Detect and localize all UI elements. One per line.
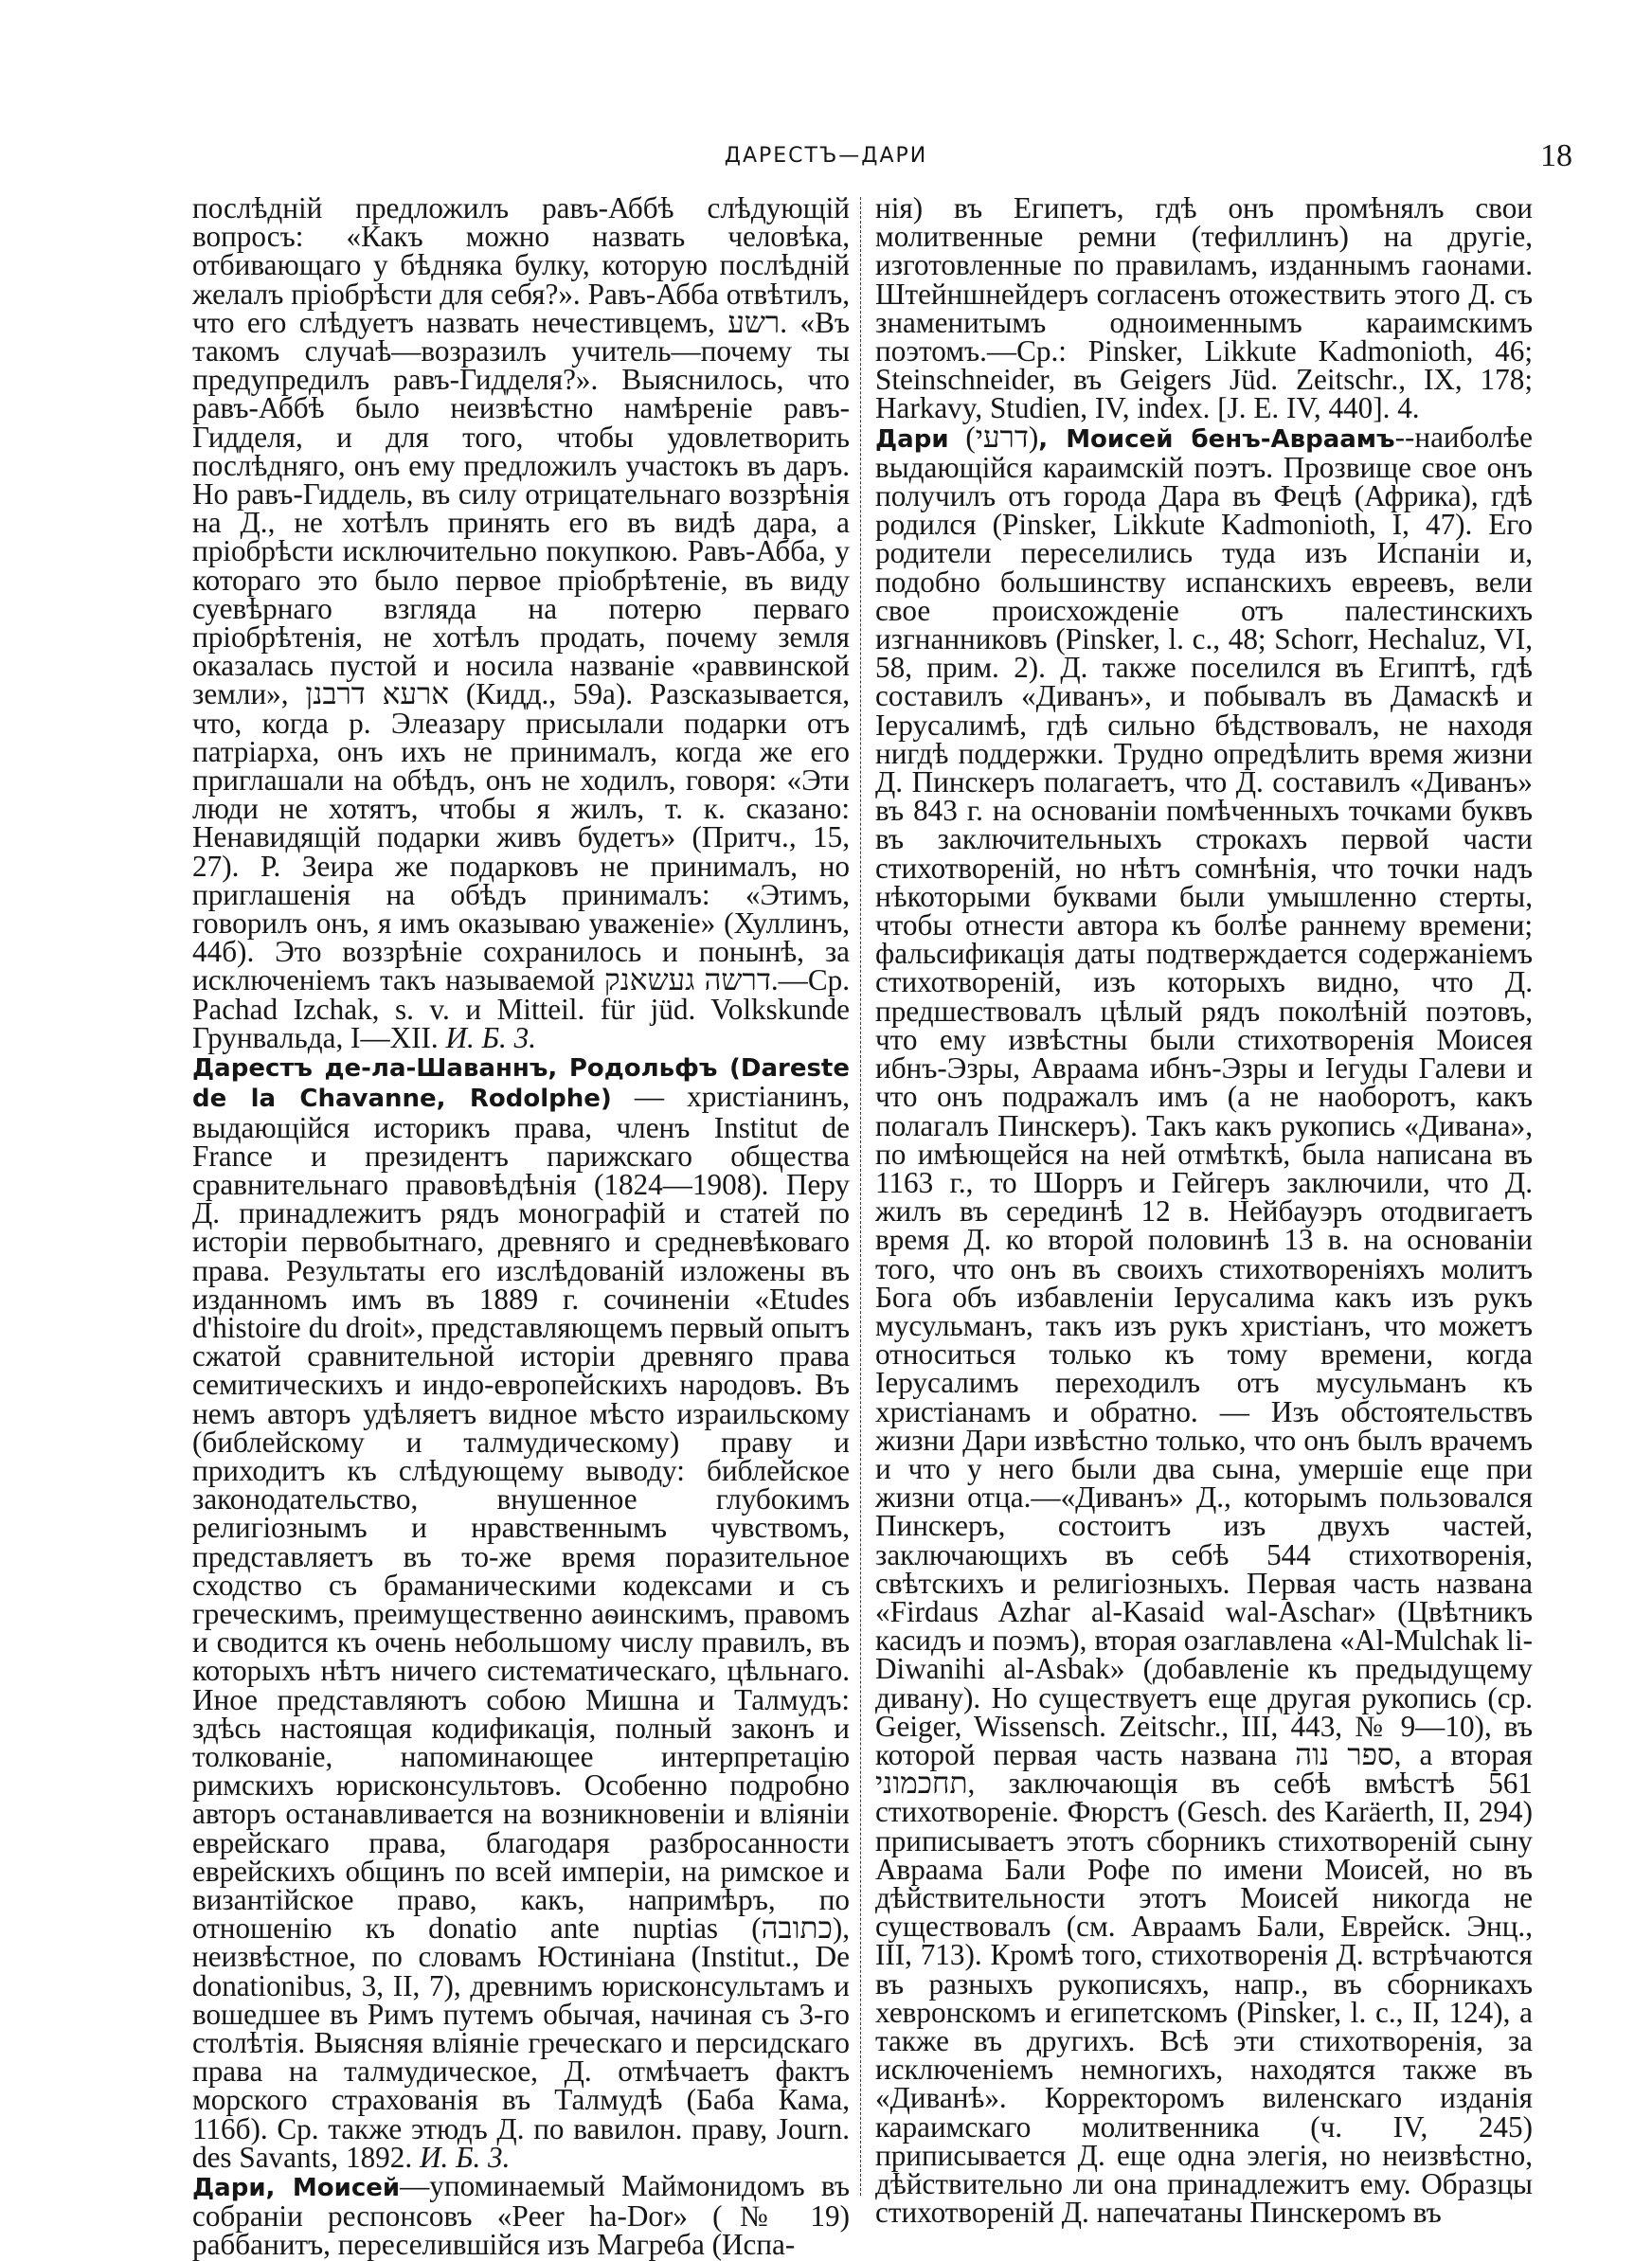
hebrew-term: כתובה — [761, 1911, 833, 1946]
hebrew-term: ספר נוה — [1295, 1737, 1394, 1771]
page-number: 18 — [1540, 138, 1572, 173]
entry-heading: Дари, Моисей — [192, 2174, 401, 2203]
text-run: послѣдній предложилъ равъ-Аббѣ слѣдующій вопросъ: «Какъ можно назвать человѣка, отбивающаго у бѣдняка булку, которую послѣдній желалъ пріобрѣсти для себя?». Равъ-Абба отвѣтилъ, что его слѣдуетъ назвать нечестивцемъ, — [192, 191, 850, 339]
entry-heading: Дари — [875, 424, 949, 454]
author-signature: 4. — [1397, 391, 1420, 425]
entry-dareste — [192, 1052, 850, 2172]
entry-dari-moisei-ben-avraam — [875, 420, 1533, 2230]
paragraph-continuation — [875, 191, 1533, 425]
text-run: .—Ср. Pachad Izchak, s. v. и Mitteil. für jüd. Volkskunde Грунвальда, I—XII. — [192, 963, 851, 1054]
hebrew-term: (דרעי) — [965, 420, 1039, 454]
right-column — [875, 191, 1533, 2230]
text-run: , а вторая — [1393, 1737, 1533, 1771]
paragraph-continuation — [192, 191, 851, 1054]
author-signature: И. Б. 3. — [419, 2140, 511, 2174]
text-run: --наиболѣе выдающійся караимскій поэтъ. Прозвище свое онъ получилъ отъ города Дара въ Фецѣ (Африка), гдѣ родился (Pinsker, Likkute Kadmonioth, I, 47). Его родители переселились туда изъ Испаніи и, подобно большинству испанскихъ евреевъ, вели свое происхожденіе отъ палестинскихъ изгнанниковъ (Pinsker, l. c., 48; Schorr, Hechaluz, VI, 58, прим. 2). Д. также поселился въ Египтѣ, гдѣ составилъ «Диванъ», и побывалъ въ Дамаскѣ и Іерусалимѣ, гдѣ сильно бѣдствовалъ, не находя нигдѣ поддержки. Трудно опредѣлить время жизни Д. Пинскеръ полагаетъ, что Д. составилъ «Диванъ» въ 843 г. на основаніи помѣченныхъ точками буквъ въ заключительныхъ строкахъ первой части стихотвореній, но нѣтъ сомнѣнія, что точки надъ нѣкоторыми буквами были умышленно стерты, чтобы отнести автора къ болѣе раннему времени; фальсификація даты подтверждается содержаніемъ стихотвореній, изъ которыхъ видно, что Д. предшествовалъ цѣлый рядъ поколѣній поэтовъ, что ему извѣстны были стихотворенія Моисея ибнъ-Эзры, Авраама ибнъ-Эзры и Іегуды Галеви и что онъ подражалъ имъ (а не наоборотъ, какъ полагалъ Пинскеръ). Такъ какъ рукопись «Дивана», по имѣющейся на ней отмѣткѣ, была написана въ 1163 г., то Шорръ и Гейгеръ заключили, что Д. жилъ въ серединѣ 12 в. Нейбауэръ отодвигаетъ время Д. ко второй половинѣ 13 в. на основаніи того, что онъ въ своихъ стихотвореніяхъ молитъ Бога объ избавленіи Іерусалима какъ изъ рукъ мусульманъ, такъ изъ рукъ христіанъ, что можетъ относиться только къ тому времени, когда Іерусалимъ переходилъ отъ мусульманъ къ христіанамъ и обратно. — Изъ обстоятельствъ жизни Дари извѣстно только, что онъ былъ врачемъ и что у него были два сына, умершіе еще при жизни отца.—«Диванъ» Д., которымъ пользовался Пинскеръ, состоитъ изъ двухъ частей, заключающихъ въ себѣ 544 стихотворенія, свѣтскихъ и религіозныхъ. Первая часть названа «Firdaus Azhar al-Kasaid wal-Aschar» (Цвѣтникъ касидъ и поэмъ), вторая озаглавлена «Al-Mulchak li-Diwanihi al-Asbak» (добавленіе къ предыдущему дивану). Но существуетъ еще другая рукопись (ср. Geiger, Wissensch. Zeitschr., III, 443, № 9—10), въ которой первая часть названа — [875, 420, 1533, 1771]
text-run: нія) въ Египетъ, гдѣ онъ промѣнялъ свои молитвенные ремни (тефиллинъ) на другіе, изготовленные по правиламъ, изданнымъ гаонами. Штейншнейдеръ согласенъ отожествить этого Д. съ знаменитымъ одноименнымъ караимскимъ поэтомъ.—Ср.: Pinsker, Likkute Kadmonioth, 46; Steinschneider, въ Geigers Jüd. Zeitschr., IX, 178; Harkavy, Studien, IV, index. [J. E. IV, 440]. — [875, 191, 1533, 425]
text-run: (Кидд., 59а). Разсказывается, что, когда р. Элеазару присылали подарки отъ патріарха, онъ ихъ не принималъ, когда же его приглашали на обѣдъ, онъ не ходилъ, говоря: «Эти люди не хотятъ, чтобы я жилъ, т. к. сказано: Ненавидящій подарки живъ будетъ» (Притч., 15, 27). Р. Зеира же подарковъ не принималъ, но приглашенія на обѣдъ принималъ: «Этимъ, говорилъ онъ, я имъ оказываю уваженіе» (Хуллинъ, 44б). Это воззрѣніе сохранилось и понынѣ, за исключеніемъ такъ называемой — [192, 677, 851, 997]
entry-heading-cont: , Моисей бенъ-Авраамъ — [1038, 424, 1395, 454]
hebrew-term: דרשה געשאנק — [603, 963, 771, 997]
hebrew-term: רשע — [727, 305, 781, 339]
hebrew-term: ארעא דרבנן — [305, 677, 450, 711]
author-signature: И. Б. 3. — [445, 1020, 537, 1054]
text-run: . «Въ такомъ случаѣ—возразилъ учитель—почему ты предупредилъ равъ-Гидделя?». Выяснилось, что равъ-Аббѣ было неизвѣстно намѣреніе равъ-Гидделя, и для того, чтобы удовлетворить послѣдняго, онъ ему предложилъ участокъ въ даръ. Но равъ-Гиддель, въ силу отрицательнаго воззрѣнія на Д., не хотѣлъ принять его въ видѣ дара, а пріобрѣсти исключительно покупкою. Равъ-Абба, у котораго это было первое пріобрѣтеніе, въ виду суевѣрнаго взгляда на потерю перваго пріобрѣтенія, не хотѣлъ продать, почему земля оказалась пустой и носила названіе «раввинской земли», — [192, 305, 850, 711]
entry-dari-moisei — [192, 2169, 850, 2261]
left-column — [192, 191, 851, 2261]
text-run: ), неизвѣстное, по словамъ Юстиніана (Institut., De donationibus, 3, II, 7), древнимъ юрисконсультамъ и вошедшее въ Римъ путемъ обычая, начиная съ 3-го столѣтія. Выясняя вліяніе греческаго и персидскаго права на талмудическое, Д. отмѣчаетъ фактъ морского страхованія въ Талмудѣ (Баба Кама, 116б). Ср. также этюдъ Д. по вавилон. праву, Journ. des Savants, 1892. — [192, 1911, 850, 2174]
text-run: — христіанинъ, выдающійся историкъ права, членъ Institut de France и президентъ парижскаго общества сравнительнаго правовѣдѣнія (1824—1908). Перу Д. принадлежитъ рядъ монографій и статей по исторіи первобытнаго, древняго и средневѣковаго права. Результаты его изслѣдованій изложены въ изданномъ имъ въ 1889 г. сочиненіи «Etudes d'histoire du droit», представляющемъ первый опытъ сжатой сравнительной исторіи древняго права семитическихъ и индо-европейскихъ народовъ. Въ немъ авторъ удѣляетъ видное мѣсто израильскому (библейскому и талмудическому) праву и приходитъ къ слѣдующему выводу: библейское законодательство, внушенное глубокимъ религіознымъ и нравственнымъ чувствомъ, представляетъ въ то-же время поразительное сходство съ браманическими кодексами и съ греческимъ, преимущественно аѳинскимъ, правомъ и сводится къ очень небольшому числу правилъ, въ которыхъ нѣтъ ничего систематическаго, цѣльнаго. Иное представляютъ собою Мишна и Талмудъ: здѣсь настоящая кодификація, полный законъ и толкованіе, напоминающее интерпретацію римскихъ юрисконсультовъ. Особенно подробно авторъ останавливается на возникновеніи и вліяніи еврейскаго права, благодаря разбросанности еврейскихъ общинъ по всей имперіи, на римское и византійское право, какъ, напримѣръ, по отношенію къ donatio ante nuptias ( — [192, 1080, 850, 1946]
entry-heading: Дарестъ де-ла-Шаваннъ, Родольфъ (Dareste de la Chavanne, Rodolphe) — [192, 1054, 850, 1114]
running-head: ДАРЕСТЪ—ДАРИ — [724, 144, 928, 168]
hebrew-term: תחכמוני — [875, 1767, 968, 1801]
column-divider — [860, 197, 861, 2196]
text-run: —упоминаемый Маймонидомъ въ собраніи респонсовъ «Peer ha-Dor» (№ 19) раббанитъ, переселившійся изъ Магреба (Испа- — [192, 2169, 850, 2261]
text-run: , заключающія въ себѣ вмѣстѣ 561 стихотвореніе. Фюрстъ (Gesch. des Karäerth, II, 294) приписываетъ этотъ сборникъ стихотвореній сыну Авраама Бали Рофе по имени Моисей, но въ дѣйствительности этотъ Моисей никогда не существовалъ (см. Авраамъ Бали, Еврейск. Энц., III, 713). Кромѣ того, стихотворенія Д. встрѣчаются въ разныхъ рукописяхъ, напр., въ сборникахъ хевронскомъ и египетскомъ (Pinsker, l. c., II, 124), а также въ другихъ. Всѣ эти стихотворенія, за исключеніемъ немногихъ, находятся также въ «Диванѣ». Корректоромъ виленскаго изданія караимскаго молитвенника (ч. IV, 245) приписывается Д. еще одна элегія, но неизвѣстно, дѣйствительно ли она принадлежитъ ему. Образцы стихотвореній Д. напечатаны Пинскеромъ въ — [875, 1767, 1533, 2230]
